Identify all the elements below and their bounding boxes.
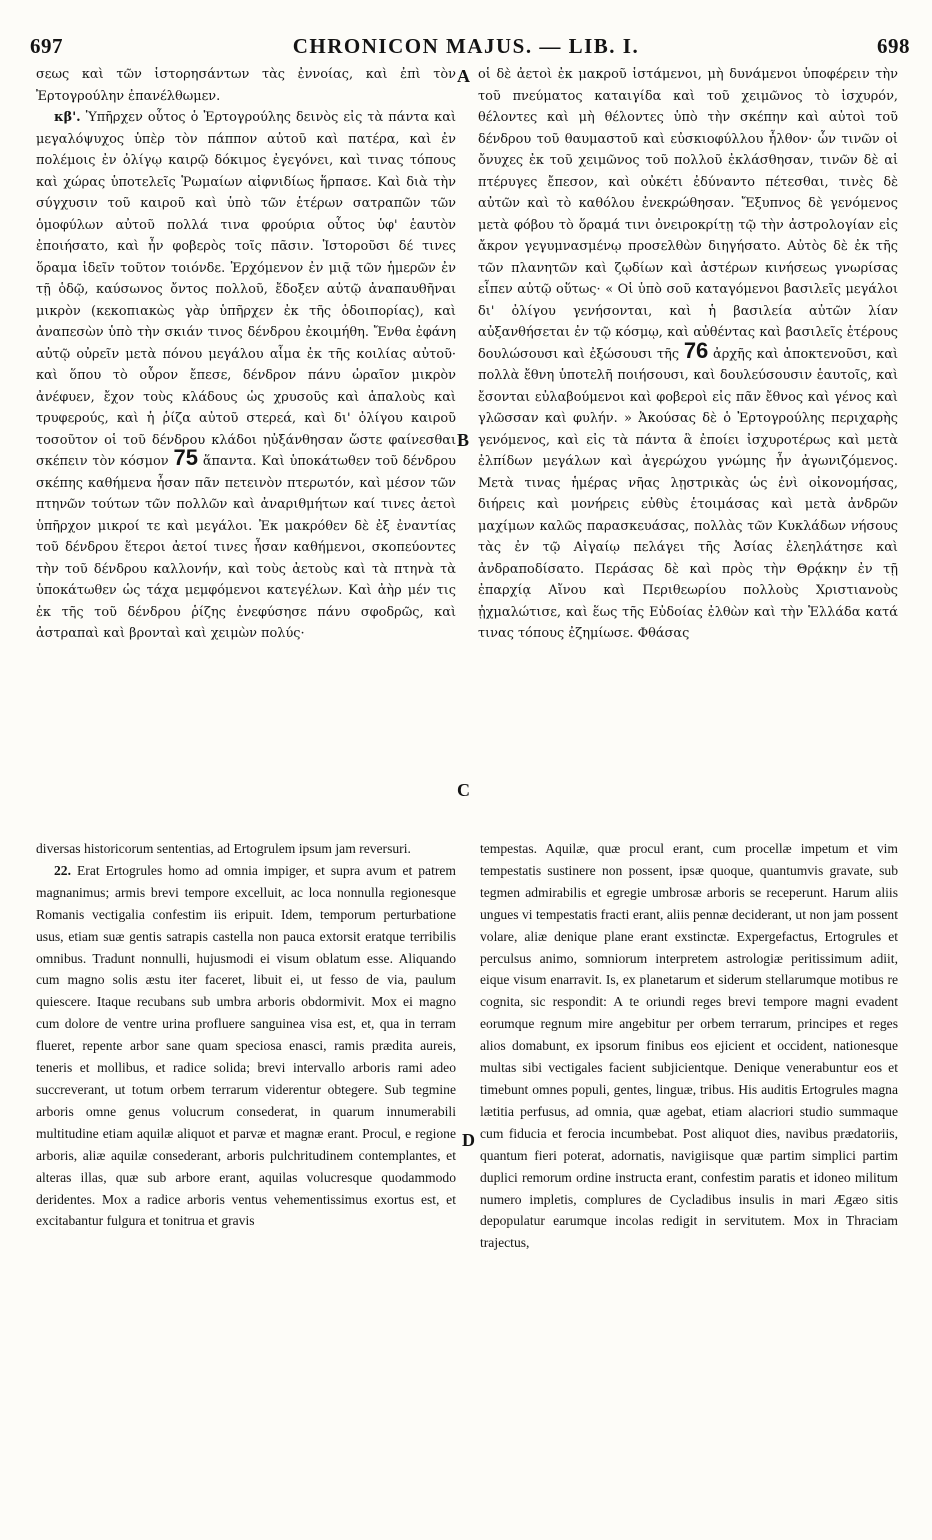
margin-letter-a: A bbox=[457, 66, 470, 86]
margin-letter-d: D bbox=[462, 1130, 475, 1150]
greek-right-paragraph-1 bbox=[478, 64, 898, 645]
greek-right-text-a: οἱ δὲ ἀετοὶ ἐκ μακροῦ ἱστάμενοι, μὴ δυνάμενοι ὑποφέρειν τὴν τοῦ πνεύματος καταιγίδα καὶ τοῦ χειμῶνος τὸ ἰσχυρόν, θέλοντες καὶ μὴ θέλοντες ὑπὸ τὴν σκέπην καὶ αὐτοὶ τοῦ δένδρου τοῦ θαυμαστοῦ καὶ εὐσκιοφύλλου ἦλθον· ὧν τινῶν οἱ ὄνυχες ἐκ τοῦ χειμῶνος τοῦ πολλοῦ ἐκλάσθησαν, τινῶν δὲ αἱ πτέρυγες ἔπεσον, καὶ οὐκέτι ἐδύναντο πέτεσθαι, τινὲς δὲ αὐτῶν καὶ τὸ καθόλου ἐνεκρώθησαν. Ἔξυπνος δὲ γενόμενος μετὰ φόβου τὸ ὅραμά τινι ὀνειροκρίτῃ τῷ τὴν ἀστρολογίαν εἰς ἄκρον γεγυμνασμένῳ προσελθὼν διηγήσατο. Αὐτὸς δὲ ἐκ τῆς τῶν πλανητῶν καὶ ζῳδίων καὶ ἀστέρων κινήσεως γνωρίσας εἶπεν αὐτῷ οὕτως· « Οἱ ὑπὸ σοῦ καταγόμενοι βασιλεῖς μεγάλοι δι' ὀλίγου γενήσονται, καὶ ἡ βασιλεία αὐτῶν λίαν αὐξανθήσεται ἐν τῷ κόσμῳ, καὶ αὐθέντας καὶ βασιλεῖς ἑτέρους δουλώσουσι καὶ ἐξώσουσι τῆς bbox=[478, 67, 898, 362]
latin-left-paragraph-1: diversas historicorum sententias, ad Ertogrulem ipsum jam reversuri. bbox=[36, 841, 411, 856]
latin-right-paragraph-1: tempestas. Aquilæ, quæ procul erant, cum procellæ impetum et vim tempestatis sustinere non possent, ipsæ quoque, quantumvis gravate, sub tegmen admirabilis et egregie umbrosæ arboris se receperunt. Harum aliis ungues vi tempestatis fracti erant, aliis pennæ deciderant, ut non jam possent volare, aliæ denique plane erant exstinctæ. Expergefactus, Ertogrules et perculsus animo, somniorum interpretem astrologiæ peritissimum adiit, eique visum enarravit. Is, ex planetarum et siderum stellarumque motibus re cognita, sic respondit: A te oriundi reges brevi tempore magni evadent eorumque regnum mire angebitur per orbem terrarum, principes et reges alios domabunt, ex ipsorum finibus eos ejicient et occident, nationesque multas sibi vectigales facient subjicientque. Denique venerabuntur eos et timebunt omnes populi, gentes, linguæ, tribus. His auditis Ertogrules magna lætitia perfusus, ad omnia, quæ agebat, etiam alacriori studio summaque cum fiducia et ferocia incumbebat. Post aliquot dies, navibus prædatoriis, quantum fieri poterat, adornatis, navigiisque quæ partim simplici partim duplici remorum ordine instructa erant, confestim paratis et idoneo militum numero impletis, complures de Cycladibus insulis in mari Ægæo sitis depopulatur earumque incolas redigit in servitutem. Mox in Thraciam trajectus, bbox=[480, 841, 898, 1251]
margin-letter-b: B bbox=[457, 430, 470, 450]
latin-column-left bbox=[36, 838, 456, 1526]
greek-column-right bbox=[478, 64, 898, 832]
greek-left-paragraph-2 bbox=[36, 107, 456, 645]
running-header bbox=[22, 34, 910, 64]
page-number-right: 698 bbox=[877, 34, 910, 58]
latin-column-right bbox=[480, 838, 898, 1526]
page-marker-75: 75 bbox=[173, 445, 198, 470]
greek-column-left bbox=[36, 64, 456, 832]
latin-left-paragraph-2 bbox=[36, 860, 456, 1232]
greek-left-text-a: Ὑπῆρχεν οὗτος ὁ Ἐρτογρούλης δεινὸς εἰς τὰ πάντα καὶ μεγαλόψυχος ὑπὲρ τὸν πάππον αὐτοῦ καὶ πατέρα, καὶ ἐν πολέμοις ἐν ὀλίγῳ καιρῷ δόκιμος ἐγεγόνει, καὶ τινας τόπους καὶ χώρας ὑποτελεῖς Ῥωμαίων αἰφνιδίως ἥρπασε. Καὶ διὰ τὴν σύγχυσιν τοῦ καιροῦ καὶ ὑπὸ τῶν ἑτέρων σατραπῶν τῶν ὁμοφύλων αὐτοῦ πολλά τινα φρούρια οὗτος ὑφ' ἑαυτὸν ἐποιήσατο, καὶ ἦν φοβερὸς τοῖς πᾶσιν. Ἱστοροῦσι δέ τινες ὅραμα ἰδεῖν τοῦτον τοιόνδε. Ἐρχόμενον ἐν μιᾷ τῶν ἡμερῶν ἐν τῇ ὁδῷ, καύσωνος ὄντος πολλοῦ, ἔδοξεν αὐτῷ ἀναπαυθῆναι μικρὸν (κεκοπιακὼς γὰρ ὑπῆρχεν ἐκ τῆς ὁδοιπορίας), καὶ ἀναπεσὼν ὑπὸ τὴν σκιάν τινος δένδρου ἐκοιμήθη. Ἔνθα ἐφάνη αὐτῷ οὐρεῖν μετὰ πόνου μεγάλου αἷμα ἐκ τῆς κοιλίας αὐτοῦ· καὶ ὅπου τὸ οὖρον ἔπεσε, δένδρον πάνυ ὡραῖον μικρὸν ἀνέφυεν, ἔχον τοὺς κλάδους ὡς χρυσοῦς καὶ ἁπαλοὺς καὶ τρυφερούς, καὶ ἡ ῥίζα αὐτοῦ στερεά, καὶ δι' ὀλίγου καιροῦ τοσοῦτον οἱ τοῦ δένδρου κλάδοι ηὐξάνθησαν ὥστε φαίνεσθαι σκέπειν τὸν κόσμον bbox=[36, 110, 456, 469]
latin-left-text: Erat Ertogrules homo ad omnia impiger, et supra avum et patrem magnanimus; armis brevi tempore excelluit, ac loca nonnulla regionesque Romanis vectigalia confestim iis eripuit. Idem, temporum perturbatione usus, etiam suæ gentis satrapis castella non pauca extorsit eratque terribilis omnibus. Tradunt nonnulli, hujusmodi ei visum oblatum esse. Aliquando cum magno solis æstu iter faceret, libuit ei, ut fesso de via, paulum quiescere. Itaque recubans sub umbra arboris obdormivit. Mox ei magno cum dolore de ventre urina profluere sanguinea visa est, et, qua in terram flueret, repente arbor sane quam speciosa enasci, ramis prædita aureis, teneris et mollibus, et radice solida; brevi intervallo arboris rami adeo succreverant, ut totum orbem terrarum viderentur obtegere. Sub tegmine arboris omne genus volucrum consederat, in quarum innumerabili multitudine etiam aquilæ aliquot et parvæ et magnæ erant. Procul, e regione arboris, aliæ aquilæ consederant, arboris pulchritudinem contemplantes, et alteras illas, quæ sub arbore erant, aquilas volucresque quodammodo deridentes. Mox a radice arboris ventus vehementissimus exortus est, et excitabantur fulgura et tonitrua et gravis bbox=[36, 862, 456, 1229]
section-number-greek: κβ'. bbox=[54, 110, 81, 125]
greek-left-paragraph-1: σεως καὶ τῶν ἱστορησάντων τὰς ἐννοίας, καὶ ἐπὶ τὸν Ἐρτογρούλην ἐπανέλθωμεν. bbox=[36, 67, 456, 104]
section-number-latin: 22. bbox=[54, 862, 71, 878]
running-title: CHRONICON MAJUS. — LIB. I. bbox=[292, 34, 640, 58]
page-number-left: 697 bbox=[30, 34, 63, 58]
page-marker-76: 76 bbox=[683, 337, 709, 363]
margin-letter-c: C bbox=[457, 780, 470, 800]
greek-right-text-b: ἀρχῆς καὶ ἀποκτενοῦσι, καὶ πολλὰ ἔθνη ὑποτελῆ ποιήσουσι, καὶ δουλεύσουσιν ἑαυτοῖς, καὶ ἔσονται εὐλαβούμενοι καὶ φοβεροὶ εἰς πᾶν ἔθνος καὶ γένος καὶ γλῶσσαν καὶ φυλήν. » Ἀκούσας δὲ ὁ Ἐρτογρούλης περιχαρὴς γενόμενος, καὶ εἰς τὰ πάντα ἃ ἐποίει ἰσχυροτέρως καὶ μετὰ ἐλπίδων μεγάλων καὶ ἀγερώχου γνώμης ἦν ἀγωνιζόμενος. Μετὰ τινας ἡμέρας νῆας λῃστρικὰς ὡς ἐνὶ οἰκονομήσας, διήρεις καὶ μονήρεις εὐθὺς ἑτοιμάσας καὶ μετὰ ἀνδρῶν μαχίμων καλῶς παρασκευάσας, πολλὰς τῶν Κυκλάδων νήσους τὰς ἐν τῷ Αἰγαίῳ πελάγει τῆς Ἀσίας ἐλεηλάτησε καὶ ἀνδραποδίσατο. Περάσας δὲ καὶ πρὸς τὴν Θρᾴκην ἐν τῇ ἐπαρχίᾳ Αἴνου καὶ Περιθεωρίου πολλοὺς Χριστιανοὺς ᾐχμαλώτισε, καὶ ἕως τῆς Εὐδοίας ἐλθὼν καὶ τὴν Ἑλλάδα κατά τινας τόπους ἐζημίωσε. Φθάσας bbox=[478, 346, 898, 641]
greek-left-text-b: ἅπαντα. Καὶ ὑποκάτωθεν τοῦ δένδρου σκέπης καθήμενα ἦσαν πᾶν πετεινὸν πτερωτόν, καὶ μέσον τῶν πτηνῶν τούτων τῶν πολλῶν καὶ ἀναριθμήτων καί τινες ἀετοὶ ὑπῆρχον μικροί τε καὶ μεγάλοι. Ἐκ μακρόθεν δὲ ἐξ ἐναντίας τοῦ δένδρου ἕτεροι ἀετοί τινες ἦσαν καθήμενοι, σκοπεύοντες τὴν τοῦ δένδρου καλλονήν, καὶ τοὺς ἀετοὺς καὶ τὰ πτηνὰ τὰ ὑποκάτωθεν ὡς τάχα μεμφόμενοι κατεγέλων. Καὶ ἀὴρ μέν τις ἐκ τῆς τοῦ δένδρου ῥίζης ἐνεφύσησε πάνυ σφοδρῶς, καὶ ἀστραπαὶ καὶ βρονταὶ καὶ χειμὼν πολύς· bbox=[36, 454, 456, 641]
